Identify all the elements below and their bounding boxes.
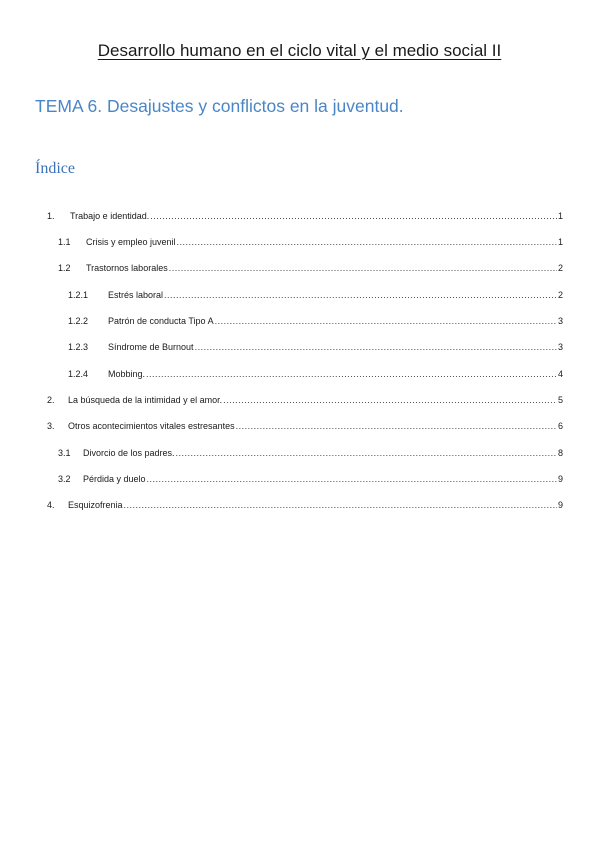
toc-entry-number: 1.2.3 [68, 342, 89, 352]
toc-leader-dots [146, 367, 557, 381]
toc-entry-label: La búsqueda de la intimidad y el amor. [68, 395, 223, 405]
toc-entry-number: 2. [47, 395, 55, 405]
toc-leader-dots [147, 472, 557, 486]
toc-leader-dots [124, 498, 557, 512]
toc-entry-label: Trastornos laborales [86, 263, 168, 273]
toc-entry-label: Estrés laboral [108, 290, 164, 300]
toc-leader-dots [164, 288, 557, 302]
toc-entry-label: Otros acontecimientos vitales estresantes [68, 421, 235, 431]
toc-entry[interactable] [68, 288, 563, 302]
toc-entry-number: 1. [47, 211, 55, 221]
toc-leader-dots [176, 446, 557, 460]
tema-title: TEMA 6. Desajustes y conflictos en la juventud. [35, 96, 404, 116]
toc-entry-label: Síndrome de Burnout [108, 342, 194, 352]
toc-entry[interactable] [58, 446, 563, 460]
toc-leader-dots [169, 261, 557, 275]
toc-entry-label: Esquizofrenia [68, 500, 123, 510]
toc-entry[interactable] [68, 367, 563, 381]
toc-entry[interactable] [58, 261, 563, 275]
toc-leader-dots [223, 393, 557, 407]
toc-entry-page: 2 [557, 263, 563, 273]
toc-entry[interactable] [47, 498, 563, 512]
toc-entry-label: Patrón de conducta Tipo A [108, 316, 214, 326]
toc-entry-page: 9 [557, 474, 563, 484]
toc-entry-label: Pérdida y duelo [83, 474, 146, 484]
toc-entry-number: 3.1 [58, 448, 71, 458]
toc-entry-page: 1 [557, 237, 563, 247]
toc-entry-label: Crisis y empleo juvenil [86, 237, 176, 247]
toc-entry-page: 4 [557, 369, 563, 379]
toc-entry[interactable] [47, 393, 563, 407]
toc-entry-page: 1 [557, 211, 563, 221]
toc-entry[interactable] [58, 235, 563, 249]
toc-entry[interactable] [47, 209, 563, 223]
toc-entry[interactable] [58, 472, 563, 486]
toc-entry-number: 1.2.4 [68, 369, 89, 379]
toc-entry-page: 3 [557, 316, 563, 326]
toc-entry-number: 4. [47, 500, 55, 510]
toc-leader-dots [236, 419, 557, 433]
toc-entry-page: 8 [557, 448, 563, 458]
toc-entry-page: 3 [557, 342, 563, 352]
toc-entry-label: Trabajo e identidad. [70, 211, 150, 221]
toc-entry-number: 1.1 [58, 237, 71, 247]
toc-entry[interactable] [47, 419, 563, 433]
toc-leader-dots [195, 340, 557, 354]
toc-entry-number: 3. [47, 421, 55, 431]
toc-leader-dots [215, 314, 557, 328]
toc-entry-page: 5 [557, 395, 563, 405]
toc-heading: Índice [35, 160, 75, 177]
toc-entry-number: 1.2 [58, 263, 71, 273]
toc-entry[interactable] [68, 340, 563, 354]
document-title: Desarrollo humano en el ciclo vital y el medio social II [97, 41, 502, 60]
toc-entry-label: Divorcio de los padres. [83, 448, 175, 458]
toc-entry-page: 2 [557, 290, 563, 300]
toc-leader-dots [177, 235, 557, 249]
toc-entry[interactable] [68, 314, 563, 328]
toc-leader-dots [150, 209, 557, 223]
toc-entry-number: 1.2.2 [68, 316, 89, 326]
toc-entry-number: 1.2.1 [68, 290, 89, 300]
toc-entry-label: Mobbing. [108, 369, 146, 379]
toc-entry-page: 6 [557, 421, 563, 431]
toc-entry-number: 3.2 [58, 474, 71, 484]
toc-entry-page: 9 [557, 500, 563, 510]
